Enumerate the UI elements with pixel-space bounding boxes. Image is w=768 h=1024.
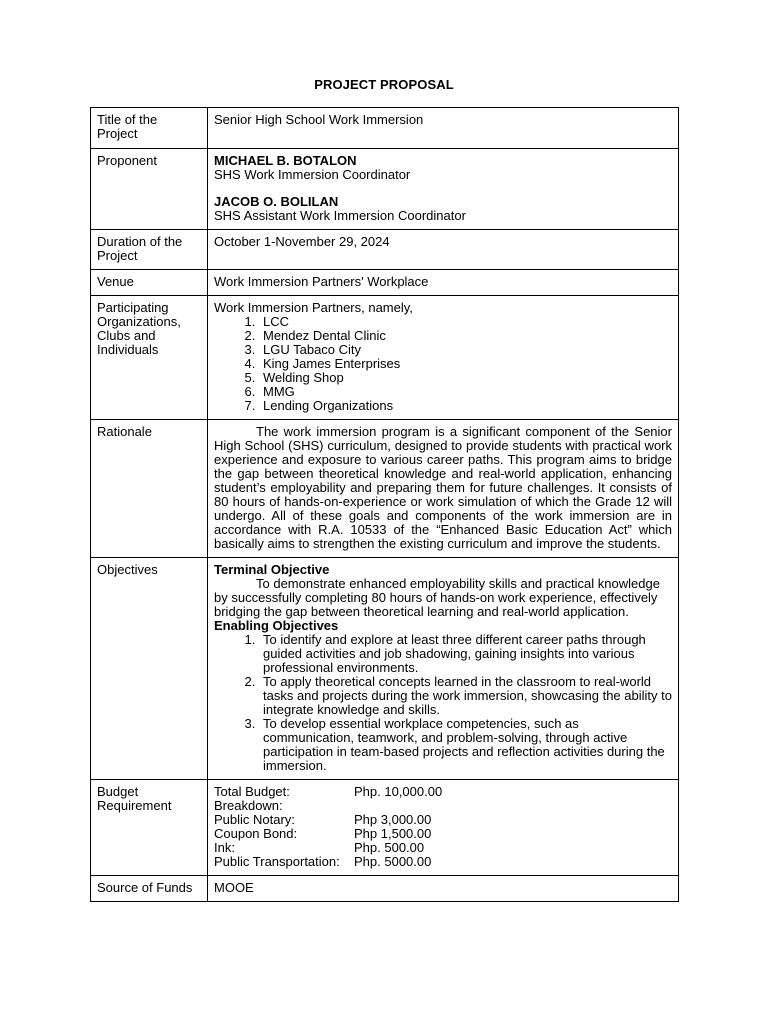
row-title: [91, 108, 679, 149]
budget-line: [214, 855, 672, 869]
row-proponent: [91, 149, 679, 230]
value-duration: October 1-November 29, 2024: [208, 230, 679, 270]
budget-total-value: Php. 10,000.00: [354, 784, 443, 799]
proponent-role: SHS Assistant Work Immersion Coordinator: [214, 208, 466, 223]
participants-intro: Work Immersion Partners, namely,: [214, 300, 413, 315]
participants-list: [214, 315, 672, 413]
list-item: 4. King James Enterprises: [259, 357, 672, 371]
list-item: 3. To develop essential workplace competencies, such as communication, teamwork, and problem-solving, through active participation in team-based projects and reflection activities during the immersion.: [259, 717, 672, 773]
value-proponent: [208, 149, 679, 230]
list-item: 3. LGU Tabaco City: [259, 343, 672, 357]
enabling-objectives-list: [214, 633, 672, 773]
budget-item-label: Ink:: [214, 840, 235, 855]
proponent-name: JACOB O. BOLILAN: [214, 194, 339, 209]
budget-item-value: Php 3,000.00: [354, 812, 432, 827]
value-venue: Work Immersion Partners' Workplace: [208, 270, 679, 296]
row-participants: [91, 296, 679, 420]
value-rationale: [208, 420, 679, 558]
budget-line: [214, 813, 672, 827]
budget-item-value: Php. 5000.00: [354, 854, 432, 869]
budget-line: [214, 827, 672, 841]
value-participants: [208, 296, 679, 420]
enabling-objectives-heading: Enabling Objectives: [214, 618, 339, 633]
list-item: 1. LCC: [259, 315, 672, 329]
budget-item-label: Public Notary:: [214, 812, 295, 827]
list-item: 1. To identify and explore at least three different career paths through guided activities and job shadowing, gaining insights into various professional environments.: [259, 633, 672, 675]
budget-item-value: Php. 500.00: [354, 840, 425, 855]
row-venue: [91, 270, 679, 296]
label-duration: Duration of the Project: [91, 230, 208, 270]
proponent-name: MICHAEL B. BOTALON: [214, 153, 357, 168]
value-objectives: [208, 558, 679, 780]
row-objectives: [91, 558, 679, 780]
budget-item-label: Public Transportation:: [214, 854, 340, 869]
proposal-table: [90, 107, 679, 902]
value-budget: [208, 780, 679, 876]
value-title: Senior High School Work Immersion: [208, 108, 679, 149]
budget-item-value: Php 1,500.00: [354, 826, 432, 841]
terminal-objective-text: To demonstrate enhanced employability skills and practical knowledge by successfully completing 80 hours of hands-on work experience, effectively bridging the gap between theoretical learning and real-world application.: [214, 576, 660, 619]
label-participants: Participating Organizations, Clubs and Individuals: [91, 296, 208, 420]
budget-total: [214, 785, 672, 799]
document-title: PROJECT PROPOSAL: [314, 77, 454, 92]
rationale-text: The work immersion program is a significant component of the Senior High School (SHS) curriculum, designed to provide students with practical work experience and exposure to various career paths. This program aims to bridge the gap between theoretical knowledge and real-world application, enhancing student’s employability and preparing them for future challenges. It consists of 80 hours of hands-on-experience or work simulation of which the Grade 12 will undergo. All of these goals and components of the work immersion are in accordance with R.A. 10533 of the “Enhanced Basic Education Act” which basically aims to strengthen the existing curriculum and improve the students.: [214, 424, 672, 551]
value-funds: MOOE: [208, 876, 679, 902]
list-item: 5. Welding Shop: [259, 371, 672, 385]
list-item: 2. To apply theoretical concepts learned in the classroom to real-world tasks and projects during the work immersion, showcasing the ability to integrate knowledge and skills.: [259, 675, 672, 717]
budget-total-label: Total Budget:: [214, 784, 290, 799]
budget-breakdown-label: Breakdown:: [214, 798, 283, 813]
row-duration: [91, 230, 679, 270]
label-objectives: Objectives: [91, 558, 208, 780]
list-item: 2. Mendez Dental Clinic: [259, 329, 672, 343]
label-proponent: Proponent: [91, 149, 208, 230]
label-budget: Budget Requirement: [91, 780, 208, 876]
row-rationale: [91, 420, 679, 558]
label-funds: Source of Funds: [91, 876, 208, 902]
budget-line: [214, 841, 672, 855]
list-item: 6. MMG: [259, 385, 672, 399]
label-title: Title of the Project: [91, 108, 208, 149]
proponent-role: SHS Work Immersion Coordinator: [214, 167, 411, 182]
terminal-objective-heading: Terminal Objective: [214, 562, 330, 577]
list-item: 7. Lending Organizations: [259, 399, 672, 413]
budget-item-label: Coupon Bond:: [214, 826, 298, 841]
row-budget: [91, 780, 679, 876]
label-venue: Venue: [91, 270, 208, 296]
row-funds: [91, 876, 679, 902]
label-rationale: Rationale: [91, 420, 208, 558]
